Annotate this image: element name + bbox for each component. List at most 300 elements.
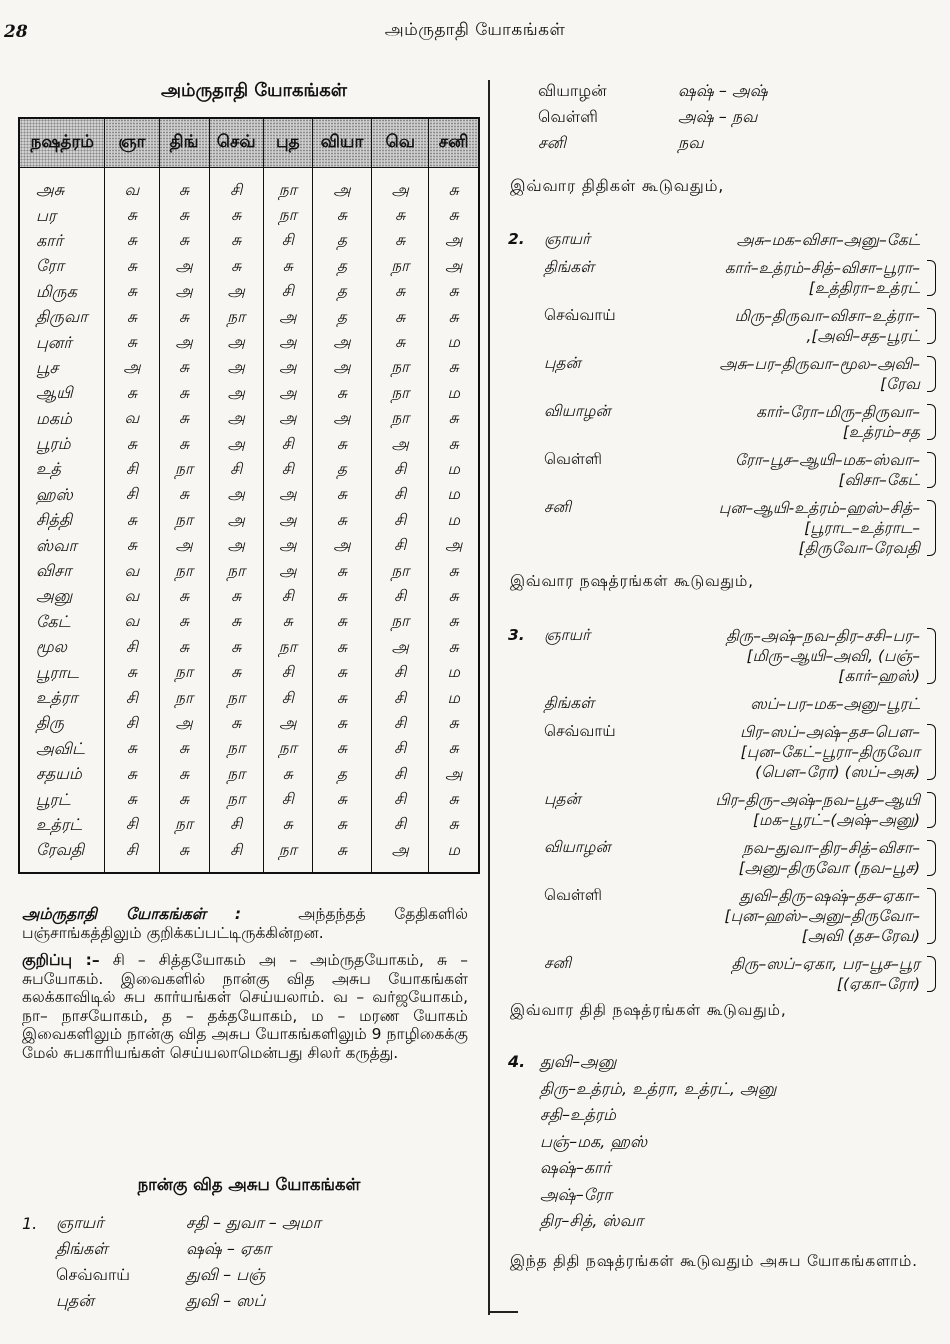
value-line: [ரேவ xyxy=(880,375,920,393)
planet-label: வெள்ளி xyxy=(544,450,603,468)
yoga-cell: அ xyxy=(263,559,312,584)
yoga-cell: சி xyxy=(105,483,159,508)
table-row xyxy=(19,838,479,872)
yoga-cell: சு xyxy=(159,787,209,812)
table-row xyxy=(19,508,479,533)
yoga-cell: ம xyxy=(429,483,479,508)
yoga-cell: நா xyxy=(209,737,263,762)
yoga-cell: நா xyxy=(263,203,312,228)
nakshatra-cell: ஆயி xyxy=(19,381,105,406)
planet-label: செவ்வாய் xyxy=(56,1264,131,1284)
list-item xyxy=(500,722,940,782)
yoga-cell: சி xyxy=(105,711,159,736)
table-row xyxy=(19,584,479,609)
yoga-cell: அ xyxy=(372,635,429,660)
yoga-cell: சு xyxy=(105,305,159,330)
column-header: ஞா xyxy=(105,118,159,168)
yoga-cell: சு xyxy=(372,229,429,254)
value-line: திரு–அஷ்–நவ–திர–சசி–பர– xyxy=(726,627,920,645)
list-item xyxy=(22,1262,321,1288)
table-row xyxy=(19,737,479,762)
planet-value xyxy=(674,258,940,298)
list-item: சதி–உத்ரம் xyxy=(540,1105,617,1124)
yoga-cell: நா xyxy=(263,168,312,204)
yoga-cell: சு xyxy=(105,762,159,787)
yoga-cell: ம xyxy=(429,838,479,872)
yoga-cell: நா xyxy=(209,559,263,584)
nakshatra-cell: பூரம் xyxy=(19,432,105,457)
yoga-cell: அ xyxy=(263,356,312,381)
yoga-cell: சி xyxy=(105,813,159,838)
yoga-cell: அ xyxy=(159,533,209,558)
planet-value xyxy=(674,790,940,830)
value-line: [கார்–ஹஸ்) xyxy=(838,667,920,685)
value-line: புன–ஆயி-உத்ரம்–ஹஸ்–சித்– xyxy=(718,499,920,517)
yoga-cell: த xyxy=(312,457,371,482)
yoga-cell: அ xyxy=(263,330,312,355)
statement-3: இவ்வார திதி நஷத்ரங்கள் கூடுவதும், xyxy=(510,1001,787,1019)
yoga-cell: நா xyxy=(372,407,429,432)
brace-icon xyxy=(927,956,936,992)
table-row xyxy=(19,483,479,508)
column-header: வெ xyxy=(372,118,429,168)
planet-value: ஷஷ் – ஏகா xyxy=(186,1238,272,1258)
yoga-cell: சு xyxy=(105,660,159,685)
yoga-cell: சு xyxy=(159,305,209,330)
yoga-cell: நா xyxy=(209,787,263,812)
table-row xyxy=(19,280,479,305)
yoga-cell: அ xyxy=(429,254,479,279)
yoga-cell: நா xyxy=(209,305,263,330)
nakshatra-cell: அவிட் xyxy=(19,737,105,762)
value-line: திரு–ஸப்–ஏகா, பர–பூச–பூர xyxy=(731,955,920,973)
nakshatra-cell: பூரட் xyxy=(19,787,105,812)
table-row xyxy=(19,432,479,457)
yoga-cell: சி xyxy=(209,457,263,482)
table-body xyxy=(19,168,479,873)
yoga-cell: சு xyxy=(159,838,209,872)
nakshatra-cell: ஹஸ் xyxy=(19,483,105,508)
list-item xyxy=(500,694,940,714)
yoga-cell: நா xyxy=(159,559,209,584)
statement-2: இவ்வார நஷத்ரங்கள் கூடுவதும், xyxy=(510,572,754,590)
nakshatra-cell: விசா xyxy=(19,559,105,584)
yoga-cell: சி xyxy=(372,762,429,787)
page-number: 28 xyxy=(4,22,28,42)
yoga-cell: சு xyxy=(159,229,209,254)
yoga-cell: சி xyxy=(372,686,429,711)
yoga-cell: சி xyxy=(372,737,429,762)
list-item: ஷஷ்–கார் xyxy=(540,1158,611,1177)
column-header: செவ் xyxy=(209,118,263,168)
column-header: சனி xyxy=(429,118,479,168)
section-title: நான்கு வித அசுப யோகங்கள் xyxy=(137,1175,361,1194)
value-line: அசு–மக–விசா–அனு–கேட் xyxy=(736,231,920,249)
list-item: திர–சித், ஸ்வா xyxy=(540,1211,644,1230)
yoga-cell: சு xyxy=(429,635,479,660)
yoga-cell: சு xyxy=(159,635,209,660)
planet-label: வெள்ளி xyxy=(538,106,598,126)
table-row xyxy=(19,407,479,432)
brace-icon xyxy=(927,724,936,780)
yoga-cell: சி xyxy=(263,280,312,305)
nakshatra-cell: சதயம் xyxy=(19,762,105,787)
yoga-cell: சி xyxy=(263,584,312,609)
list-item xyxy=(500,790,940,830)
yoga-cell: சு xyxy=(312,635,371,660)
yoga-cell: சு xyxy=(429,203,479,228)
yoga-cell: த xyxy=(312,229,371,254)
yoga-cell: சி xyxy=(372,711,429,736)
value-line: கார்–உத்ரம்–சித்–விசா–பூரா– xyxy=(724,259,920,277)
note-para-2 xyxy=(22,951,468,1062)
brace-icon xyxy=(927,356,936,392)
planet-value xyxy=(674,722,940,782)
planet-label: சனி xyxy=(544,954,572,972)
yoga-cell: அ xyxy=(312,330,371,355)
yoga-cell: அ xyxy=(263,407,312,432)
planet-label: வெள்ளி xyxy=(544,886,603,904)
yoga-cell: த xyxy=(312,305,371,330)
yoga-cell: ம xyxy=(429,381,479,406)
planet-value xyxy=(674,886,940,946)
yoga-cell: த xyxy=(312,280,371,305)
yoga-cell: நா xyxy=(159,660,209,685)
planet-value: துவி – பஞ் xyxy=(186,1264,266,1284)
yoga-cell: சு xyxy=(263,610,312,635)
value-line: நவ–துவா–திர–சித்–விசா– xyxy=(742,839,920,857)
value-line: [விசா–கேட் xyxy=(838,471,920,489)
statement-1: இவ்வார திதிகள் கூடுவதும், xyxy=(510,176,725,195)
yoga-cell: சு xyxy=(159,584,209,609)
yoga-cell: சு xyxy=(372,330,429,355)
nakshatra-cell: கார் xyxy=(19,229,105,254)
yoga-cell: அ xyxy=(209,381,263,406)
list-number: 2. xyxy=(508,230,525,248)
yoga-cell: சி xyxy=(105,686,159,711)
yoga-cell: நா xyxy=(372,254,429,279)
yoga-cell: அ xyxy=(263,711,312,736)
yoga-cell: அ xyxy=(209,508,263,533)
statement-4: இந்த திதி நஷத்ரங்கள் கூடுவதும் அசுப யோகங்களாம். xyxy=(510,1252,918,1270)
nakshatra-cell: பூராட xyxy=(19,660,105,685)
value-line: [(ஏகா–ரோ) xyxy=(836,975,920,993)
nakshatra-cell: பூச xyxy=(19,356,105,381)
yoga-cell: சி xyxy=(263,457,312,482)
list-item xyxy=(22,1210,321,1236)
planet-value xyxy=(674,230,940,250)
notes xyxy=(22,905,468,1071)
yoga-cell: சு xyxy=(429,407,479,432)
table-header-row xyxy=(19,118,479,168)
planet-label: சனி xyxy=(538,132,566,152)
value-line: ரோ–பூச–ஆயி–மக–ஸ்வா– xyxy=(734,451,920,469)
note-2-text: சி – சித்தயோகம் அ – அம்ருதயோகம், சு – சுபயோகம். இவைகளில் நான்கு வித அசுப யோகங்கள் கலக்காவிடில் சுப கார்யங்கள் செய்யலாம். வ – வர்ஜயோகம், நா– நாசயோகம், த – தக்தயோகம், ம – மரண யோகம் இவைகளிலும் நான்கு வித அசுப யோகங்களிலும் 9 நாழிகைக்கு மேல் சுபகாரியங்கள் செய்யலாமென்பது சிலர் கருத்து. xyxy=(22,951,468,1062)
yoga-cell: சி xyxy=(372,813,429,838)
yoga-cell: வ xyxy=(105,559,159,584)
yoga-cell: சி xyxy=(263,660,312,685)
brace-icon xyxy=(927,628,936,684)
note-2-heading: குறிப்பு :– xyxy=(22,951,100,969)
yoga-cell: அ xyxy=(209,356,263,381)
yoga-cell: சி xyxy=(209,813,263,838)
note-para-1 xyxy=(22,905,468,942)
planet-label: திங்கள் xyxy=(544,258,595,276)
yoga-cell: சி xyxy=(372,483,429,508)
value-line: [உத்ரம்–சத xyxy=(842,423,920,441)
yoga-cell: சு xyxy=(159,737,209,762)
yoga-cell: சி xyxy=(372,660,429,685)
list-item: திரு–உத்ரம், உத்ரா, உத்ரட், அனு xyxy=(540,1078,777,1098)
list-item xyxy=(500,230,940,250)
yoga-cell: அ xyxy=(263,508,312,533)
yoga-cell: நா xyxy=(263,838,312,872)
planet-value xyxy=(674,954,940,994)
yoga-cell: சு xyxy=(312,813,371,838)
yoga-cell: அ xyxy=(372,838,429,872)
nakshatra-cell: உத் xyxy=(19,457,105,482)
yoga-cell: சு xyxy=(263,254,312,279)
yoga-cell: அ xyxy=(209,533,263,558)
yoga-cell: சி xyxy=(263,787,312,812)
yoga-cell: சி xyxy=(263,686,312,711)
list-1-left xyxy=(22,1210,321,1314)
planet-value xyxy=(674,694,940,714)
yoga-cell: சு xyxy=(429,356,479,381)
column-divider-foot xyxy=(488,1311,518,1313)
list-item xyxy=(500,306,940,346)
table-row xyxy=(19,330,479,355)
value-line: [புன–ஹஸ்–அனு–திருவோ– xyxy=(724,907,920,925)
table-row xyxy=(19,254,479,279)
nakshatra-cell: மகம் xyxy=(19,407,105,432)
nakshatra-cell: மூல xyxy=(19,635,105,660)
list-number: 1. xyxy=(22,1213,38,1233)
table-title: அம்ருதாதி யோகங்கள் xyxy=(161,80,347,101)
yoga-cell: அ xyxy=(209,483,263,508)
yoga-cell: சு xyxy=(209,203,263,228)
yoga-cell: சு xyxy=(372,203,429,228)
planet-value xyxy=(674,838,940,878)
yoga-cell: சி xyxy=(209,838,263,872)
yoga-cell: சு xyxy=(312,660,371,685)
nakshatra-cell: கேட் xyxy=(19,610,105,635)
yoga-cell: அ xyxy=(263,533,312,558)
yoga-cell: சு xyxy=(209,229,263,254)
planet-value xyxy=(674,626,940,686)
value-line: [அனு–திருவோ (நவ–பூச) xyxy=(738,859,920,877)
yoga-cell: நா xyxy=(159,686,209,711)
yoga-cell: சு xyxy=(105,330,159,355)
planet-value xyxy=(674,354,940,394)
value-line: (பௌ–ரோ) (ஸப்–அசு) xyxy=(755,763,920,781)
yoga-cell: த xyxy=(312,254,371,279)
yoga-cell: நா xyxy=(159,508,209,533)
yoga-cell: த xyxy=(312,762,371,787)
yoga-cell: சு xyxy=(209,610,263,635)
list-item xyxy=(22,1236,321,1262)
yoga-cell: சு xyxy=(159,610,209,635)
yoga-cell: சு xyxy=(159,762,209,787)
yoga-cell: சி xyxy=(105,457,159,482)
yoga-cell: நா xyxy=(372,381,429,406)
planet-value: ஷஷ் – அஷ் xyxy=(678,80,768,100)
yoga-cell: அ xyxy=(209,330,263,355)
yoga-cell: சு xyxy=(429,610,479,635)
yoga-cell: சு xyxy=(312,432,371,457)
yoga-cell: அ xyxy=(159,280,209,305)
yoga-cell: சு xyxy=(209,584,263,609)
planet-label: ஞாயர் xyxy=(544,230,591,248)
yoga-cell: சு xyxy=(312,610,371,635)
brace-icon xyxy=(927,500,936,556)
value-line: ஸப்–பர–மக–அனு–பூரட் xyxy=(750,695,920,713)
yoga-cell: சு xyxy=(209,254,263,279)
yoga-cell: நா xyxy=(372,559,429,584)
planet-value xyxy=(674,450,940,490)
table-row xyxy=(19,762,479,787)
planet-label: திங்கள் xyxy=(56,1238,108,1258)
table-row xyxy=(19,559,479,584)
table-row xyxy=(19,457,479,482)
yoga-cell: அ xyxy=(263,381,312,406)
yoga-cell: சு xyxy=(429,711,479,736)
nakshatra-cell: உத்ரா xyxy=(19,686,105,711)
yoga-cell: சு xyxy=(105,254,159,279)
list-item xyxy=(500,258,940,298)
yoga-cell: ம xyxy=(429,330,479,355)
yoga-cell: சு xyxy=(263,762,312,787)
yoga-cell: சு xyxy=(105,787,159,812)
list-item: அஷ்–ரோ xyxy=(540,1184,612,1204)
yoga-cell: சு xyxy=(105,229,159,254)
yoga-cell: நா xyxy=(209,686,263,711)
column-header: திங் xyxy=(159,118,209,168)
nakshatra-cell: மிருக xyxy=(19,280,105,305)
planet-label: ஞாயர் xyxy=(544,626,591,644)
yoga-cell: சு xyxy=(312,686,371,711)
yoga-cell: சு xyxy=(312,584,371,609)
value-line: ,[அவி–சத–பூரட் xyxy=(806,327,920,345)
brace-icon xyxy=(927,404,936,440)
yoga-cell: சு xyxy=(429,168,479,204)
table-row xyxy=(19,229,479,254)
list-item xyxy=(500,402,940,442)
list-item xyxy=(500,626,940,686)
list-item xyxy=(500,886,940,946)
yoga-cell: ம xyxy=(429,508,479,533)
value-line: [உத்திரா–உத்ரட் xyxy=(808,279,920,297)
list-4 xyxy=(508,1052,776,1238)
list-item xyxy=(500,354,940,394)
yoga-cell: அ xyxy=(372,432,429,457)
yoga-cell: வ xyxy=(105,407,159,432)
yoga-cell: சு xyxy=(263,813,312,838)
table-row xyxy=(19,381,479,406)
yoga-cell: நா xyxy=(372,610,429,635)
yoga-cell: ம xyxy=(429,457,479,482)
yoga-cell: சு xyxy=(209,660,263,685)
planet-value: நவ xyxy=(678,132,704,152)
value-line: அசு–பர–திருவா–மூல–அவி– xyxy=(719,355,920,373)
yoga-cell: அ xyxy=(159,254,209,279)
yoga-cell: சி xyxy=(209,168,263,204)
column-header: நஷத்ரம் xyxy=(19,118,105,168)
list-item xyxy=(22,1288,321,1314)
nakshatra-cell: உத்ரட் xyxy=(19,813,105,838)
yoga-cell: சி xyxy=(105,635,159,660)
yoga-cell: நா xyxy=(209,762,263,787)
table-row xyxy=(19,813,479,838)
yoga-cell: சு xyxy=(159,407,209,432)
yoga-cell: சு xyxy=(159,168,209,204)
list-number: 4. xyxy=(508,1052,526,1071)
note-1-text: அந்தந்தத் தேதிகளில் பஞ்சாங்கத்திலும் குறிக்கப்பட்டிருக்கின்றன. xyxy=(22,905,468,942)
yoga-cell: நா xyxy=(263,635,312,660)
yoga-cell: அ xyxy=(429,762,479,787)
yoga-cell: சி xyxy=(372,508,429,533)
yoga-cell: நா xyxy=(263,737,312,762)
yoga-cell: சு xyxy=(429,584,479,609)
yoga-cell: அ xyxy=(209,432,263,457)
list-2 xyxy=(500,230,940,566)
yoga-cell: சு xyxy=(312,381,371,406)
brace-icon xyxy=(927,452,936,488)
nakshatra-cell: திரு xyxy=(19,711,105,736)
yoga-cell: சு xyxy=(429,559,479,584)
planet-label: வியாழன் xyxy=(544,402,611,420)
yoga-cell: சு xyxy=(105,381,159,406)
list-item xyxy=(500,130,940,156)
yoga-cell: சு xyxy=(209,711,263,736)
table-row xyxy=(19,660,479,685)
yoga-cell: சு xyxy=(105,280,159,305)
yoga-cell: அ xyxy=(209,407,263,432)
yoga-cell: அ xyxy=(159,330,209,355)
table-row xyxy=(19,356,479,381)
yoga-cell: சி xyxy=(372,584,429,609)
yoga-cell: அ xyxy=(429,229,479,254)
yoga-cell: சு xyxy=(429,737,479,762)
yoga-cell: சு xyxy=(312,203,371,228)
table-row xyxy=(19,635,479,660)
brace-icon xyxy=(927,260,936,296)
nakshatra-cell: அனு xyxy=(19,584,105,609)
yoga-cell: சு xyxy=(372,305,429,330)
yoga-cell: நா xyxy=(159,457,209,482)
yoga-cell: சு xyxy=(159,381,209,406)
right-column-top xyxy=(500,78,940,197)
yoga-cell: அ xyxy=(159,711,209,736)
column-header: புத xyxy=(263,118,312,168)
yoga-cell: அ xyxy=(312,168,371,204)
value-line: துவி–திரு–ஷஷ்–தச–ஏகா– xyxy=(739,887,920,905)
planet-label: வியாழன் xyxy=(544,838,611,856)
planet-label: புதன் xyxy=(56,1290,94,1310)
planet-value xyxy=(674,402,940,442)
planet-value: அஷ் – நவ xyxy=(678,106,758,126)
yoga-cell: சு xyxy=(159,203,209,228)
planet-label: ஞாயர் xyxy=(56,1212,104,1232)
yoga-cell: சு xyxy=(312,508,371,533)
list-item xyxy=(500,78,940,104)
yoga-cell: சி xyxy=(105,838,159,872)
value-line: [மக–பூரட்–(அஷ்–அனு) xyxy=(752,811,920,829)
yoga-cell: வ xyxy=(105,584,159,609)
planet-label: புதன் xyxy=(544,354,581,372)
yoga-cell: சு xyxy=(429,787,479,812)
value-line: [பூராட–உத்ராட– xyxy=(804,519,920,537)
